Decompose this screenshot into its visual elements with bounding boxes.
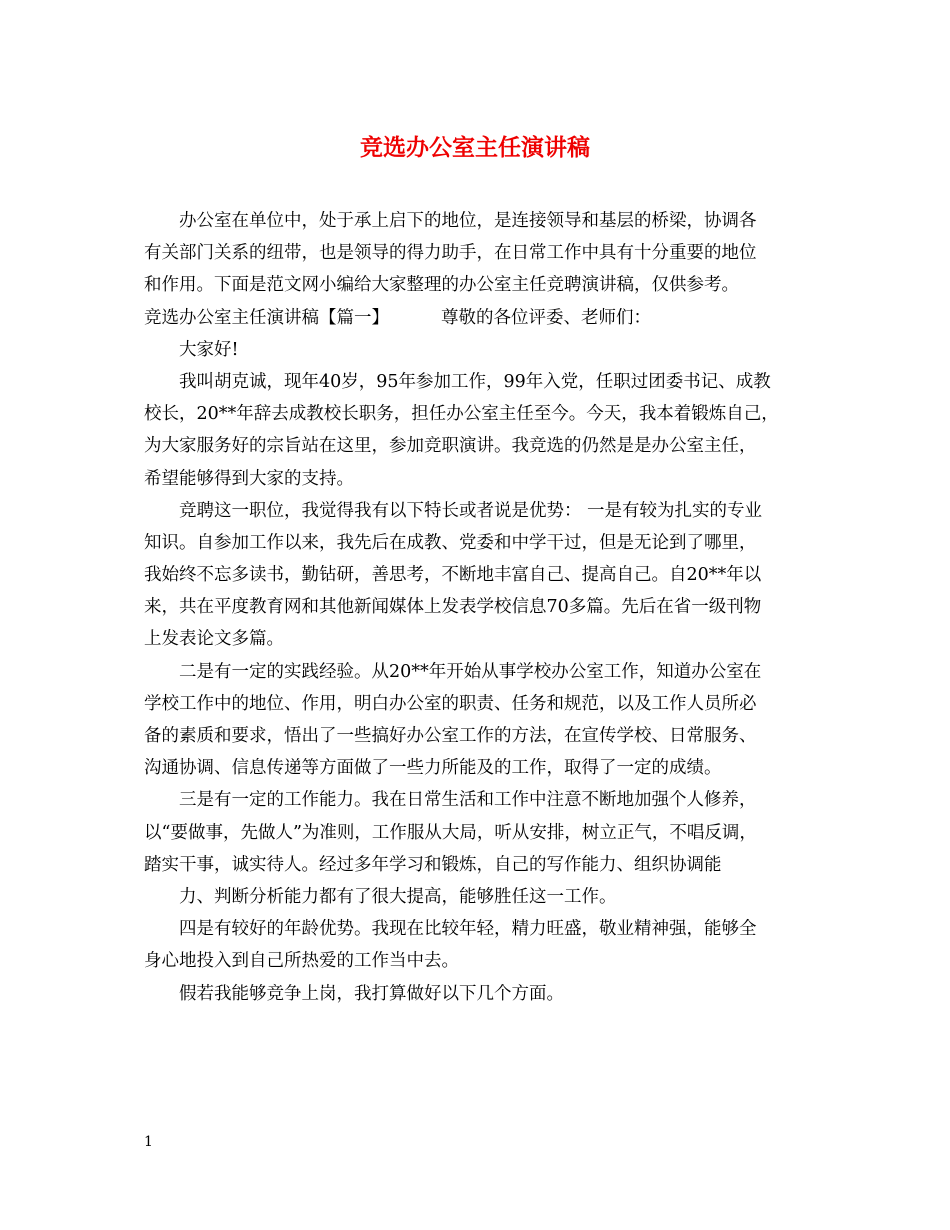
paragraph-line: 沟通协调、信息传递等方面做了一些力所能及的工作，取得了一定的成绩。 [144,758,722,779]
paragraph-line: 希望能够得到大家的支持。 [144,468,354,489]
paragraph-line: 力、判断分析能力都有了很大提高，能够胜任这一工作。 [179,886,617,907]
paragraph-line: 二是有一定的实践经验。从20**年开始从事学校办公室工作，知道办公室在 [179,661,762,682]
paragraph-line: 有关部门关系的纽带，也是领导的得力助手，在日常工作中具有十分重要的地位 [144,243,757,264]
salutation: 尊敬的各位评委、老师们： [441,307,651,328]
paragraph-line: 知识。自参加工作以来，我先后在成教、党委和中学干过，但是无论到了哪里， [144,532,757,553]
paragraph-line: 来，共在平度教育网和其他新闻媒体上发表学校信息70多篇。先后在省一级刊物 [144,597,762,618]
paragraph-line: 四是有较好的年龄优势。我现在比较年轻，精力旺盛，敬业精神强，能够全 [179,919,757,940]
paragraph-line: 校长，20**年辞去成教校长职务，担任办公室主任至今。今天，我本着锻炼自己， [144,404,779,425]
greeting: 大家好! [179,339,239,360]
paragraph-line: 身心地投入到自己所热爱的工作当中去。 [144,951,459,972]
section-heading: 竞选办公室主任演讲稿【篇一】 [144,307,389,328]
paragraph-line: 我叫胡克诚，现年40岁，95年参加工作，99年入党，任职过团委书记、成教 [179,371,771,392]
paragraph-line: 和作用。下面是范文网小编给大家整理的办公室主任竞聘演讲稿，仅供参考。 [144,275,739,296]
section-heading-line [144,302,824,334]
paragraph-line: 竞聘这一职位，我觉得我有以下特长或者说是优势： 一是有较为扎实的专业 [179,500,763,521]
document-body [144,205,824,1010]
paragraph-line: 学校工作中的地位、作用，明白办公室的职责、任务和规范，以及工作人员所必 [144,693,757,714]
paragraph-line: 上发表论文多篇。 [144,629,284,650]
page-number: 1 [144,1134,153,1150]
paragraph-line: 三是有一定的工作能力。我在日常生活和工作中注意不断地加强个人修养， [179,790,757,811]
paragraph-line: 以“要做事，先做人”为准则，工作服从大局，听从安排，树立正气，不唱反调， [144,822,757,843]
paragraph-line: 为大家服务好的宗旨站在这里，参加竞职演讲。我竞选的仍然是是办公室主任， [144,436,757,457]
paragraph-line: 踏实干事，诚实待人。经过多年学习和锻炼，自己的写作能力、组织协调能 [144,854,722,875]
paragraph-line: 我始终不忘多读书，勤钻研，善思考，不断地丰富自己、提高自己。自20**年以 [144,565,762,586]
paragraph-line: 办公室在单位中，处于承上启下的地位，是连接领导和基层的桥梁，协调各 [179,211,757,231]
paragraph-line: 假若我能够竞争上岗，我打算做好以下几个方面。 [179,983,564,1004]
paragraph-line: 备的素质和要求，悟出了一些搞好办公室工作的方法，在宣传学校、日常服务、 [144,726,757,746]
document-title: 竞选办公室主任演讲稿 [360,134,590,161]
